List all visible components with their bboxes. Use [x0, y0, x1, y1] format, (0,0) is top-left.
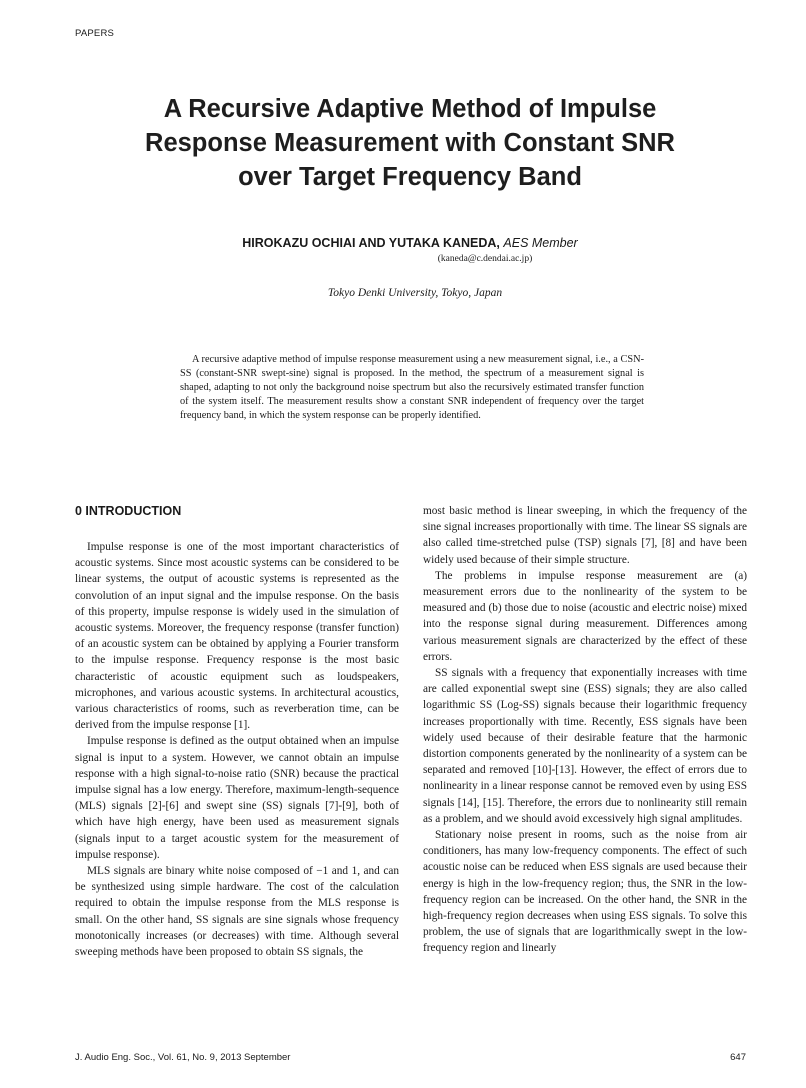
title-line-2: Response Measurement with Constant SNR — [145, 129, 675, 157]
affiliation: Tokyo Denki University, Tokyo, Japan — [327, 287, 503, 299]
author-membership: AES Member — [503, 236, 578, 250]
paragraph: Impulse response is one of the most important characteristics of acoustic systems. Since most acoustic systems can be considered to be linear systems, the output of acoustic systems is represented as the convolution of an input signal and the impulse response. On the basis of this property, impulse response is widely used in the simulation of acoustic systems. Moreover, the frequency response (transfer function) of an acoustic system can be obtained by applying a Fourier transform to the impulse response. Frequency response is the most basic characteristic of acoustic equipment such as loudspeakers, microphones, and various acoustic systems. In architectural acoustics, various characteristics of rooms, such as reverberation time, can be derived from the impulse response [1]. — [75, 541, 399, 732]
paragraph: The problems in impulse response measurement are (a) measurement errors due to the nonlinearity of the system to be measured and (b) those due to noise (acoustic and electric noise) mixed into the response signal during measurement. Differences among various measurement signals are characterized by the effect of these errors. — [423, 569, 747, 663]
footer-journal: J. Audio Eng. Soc., Vol. 61, No. 9, 2013 September — [75, 1052, 291, 1063]
paragraph: MLS signals are binary white noise composed of −1 and 1, and can be synthesized using simple hardware. The cost of the calculation required to obtain the impulse response from the MLS response is small. On the other hand, SS signals are sine signals whose frequency monotonically increases (or decreases) with time. Although several sweeping methods have been proposed to obtain SS signals, the — [75, 865, 399, 959]
author-line — [60, 236, 760, 250]
paper-title — [60, 92, 760, 194]
title-line-3: over Target Frequency Band — [238, 163, 582, 191]
author-email: (kaneda@c.dendai.ac.jp) — [437, 254, 533, 264]
left-column — [75, 503, 399, 960]
author-names: HIROKAZU OCHIAI AND YUTAKA KANEDA, — [242, 236, 500, 250]
paragraph: most basic method is linear sweeping, in which the frequency of the sine signal increases proportionally with time. The linear SS signals are also called time-stretched pulse (TSP) signals [7], [8] and have been widely used because of their simple structure. — [423, 505, 747, 566]
section-heading: 0 INTRODUCTION — [75, 504, 182, 518]
page-number: 647 — [730, 1052, 746, 1063]
abstract: A recursive adaptive method of impulse response measurement using a new measurement signal, i.e., a CSN-SS (constant-SNR swept-sine) signal is proposed. In the method, the spectrum of a measurement signal is shaped, adapting to not only the background noise spectrum but also the recursively estimated transfer function of the system itself. The measurement results show a constant SNR independent of frequency over the target frequency band, in which the system response can be properly identified. — [180, 354, 644, 422]
section-label: PAPERS — [75, 28, 115, 39]
paragraph: Stationary noise present in rooms, such as the noise from air conditioners, has many low-frequency components. The effect of such acoustic noise can be reduced when ESS signals are used because their energy is high in the low-frequency region; thus, the SNR in the low-frequency region can be increased. On the other hand, the SNR in the high-frequency region decreases when using ESS signals. To solve this problem, the use of signals that are logarithmically swept in the low-frequency region and linearly — [423, 829, 747, 955]
title-line-1: A Recursive Adaptive Method of Impulse — [163, 95, 657, 123]
paragraph: SS signals with a frequency that exponentially increases with time are called exponential swept sine (ESS) signals; they are also called logarithmic SS (Log-SS) signals because their logarithmic frequency increases proportionally with time. Recently, ESS signals have been widely used because of their desirable feature that the harmonic distortion components generated by the nonlinearity of a system can be separated and removed [10]-[13]. However, the effect of errors due to nonlinearity in a linear response cannot be removed even by using ESS signals [14], [15]. Therefore, the errors due to nonlinearity still remain as a problem, and we should avoid excessively high signal amplitudes. — [423, 667, 747, 825]
paragraph: Impulse response is defined as the output obtained when an impulse signal is input to a system. However, we cannot obtain an impulse response with a high signal-to-noise ratio (SNR) because the practical impulse signal has a low energy. Therefore, maximum-length-sequence (MLS) signals [2]-[6] and swept sine (SS) signals [7]-[9], both of which have high energy, have been used as measurement signals (signals input to a target acoustic system for the measurement of impulse response). — [75, 735, 399, 861]
right-column — [423, 503, 747, 957]
